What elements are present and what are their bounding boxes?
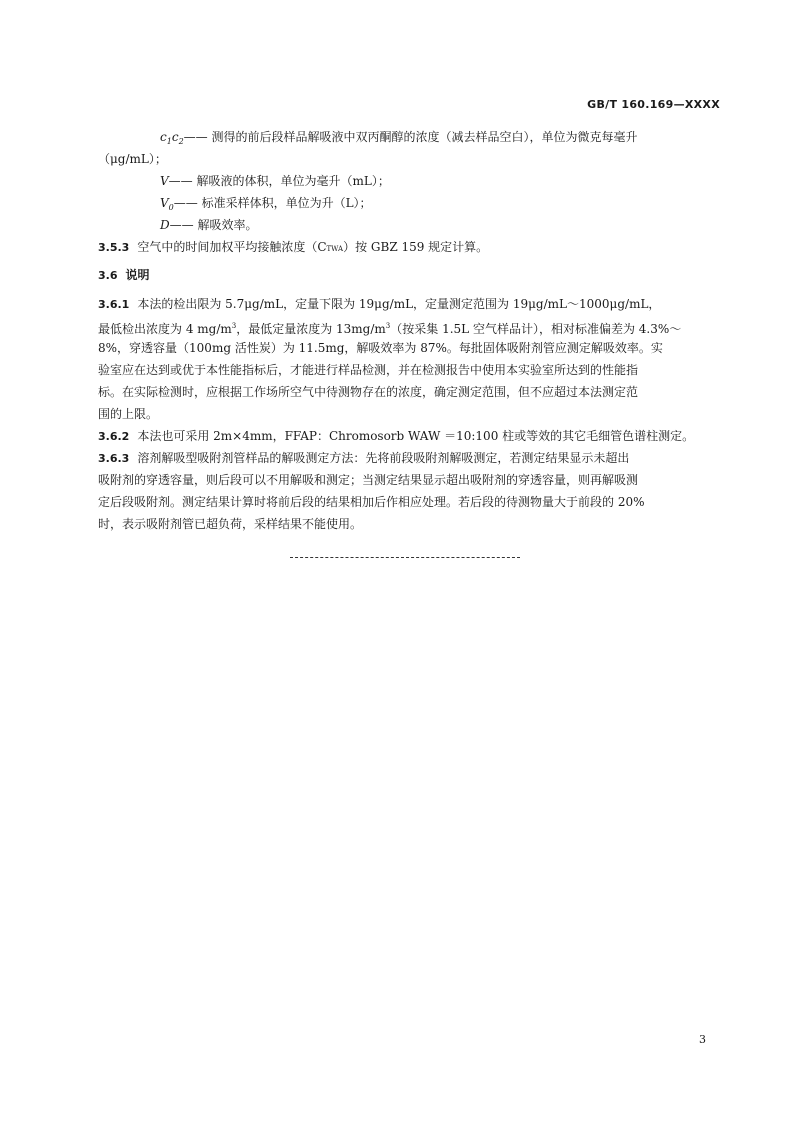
- superscript-3: 3: [385, 322, 391, 330]
- clause-line: 定后段吸附剂。测定结果计算时将前后段的结果相加后作相应处理。若后段的待测物量大于前段的 20%: [98, 495, 645, 509]
- standard-number: GB/T 160.169—XXXX: [587, 98, 720, 111]
- subscript-0: 0: [168, 203, 174, 212]
- superscript-3: 3: [231, 322, 237, 330]
- clause-number: 3.6.3: [98, 452, 130, 465]
- symbol-v: V: [160, 174, 169, 188]
- page-number: 3: [699, 1033, 706, 1046]
- def-text: —— 解吸效率。: [169, 218, 258, 232]
- def-v: [160, 173, 390, 189]
- clause-text: 本法也可采用 2m×4mm，FFAP：Chromosorb WAW ＝10:100 柱或等效的其它毛细管色谱柱测定。: [137, 429, 695, 443]
- subscript-2: 2: [178, 137, 184, 146]
- section-3-6-heading: [98, 267, 150, 284]
- clause-line: 吸附剂的穿透容量，则后段可以不用解吸和测定；当测定结果显示超出吸附剂的穿透容量，则再解吸测: [98, 473, 639, 487]
- clause-number: 3.5.3: [98, 241, 130, 254]
- clause-text: 溶剂解吸型吸附剂管样品的解吸测定方法：先将前段吸附剂解吸测定，若测定结果显示未超出: [137, 451, 630, 465]
- symbol-v0: V: [160, 196, 169, 210]
- clause-line: 标。在实际检测时，应根据工作场所空气中待测物存在的浓度，确定测定范围，但不应超过本法测定范: [98, 385, 639, 399]
- clause-text: 最低检出浓度为 4 mg/m: [98, 322, 232, 336]
- def-c1-c2-continued: （μg/mL）；: [98, 152, 167, 166]
- clause-line: [98, 318, 681, 337]
- subscript-1: 1: [166, 137, 172, 146]
- clause-line: 围的上限。: [98, 407, 159, 421]
- subscript-twa: TWA: [326, 245, 344, 253]
- clause-text: ）按 GBZ 159 规定计算。: [343, 240, 489, 254]
- clause-line: 时，表示吸附剂管已超负荷，采样结果不能使用。: [98, 517, 363, 531]
- def-text: —— 解吸液的体积，单位为毫升（mL）；: [168, 174, 390, 188]
- clause-line: [98, 450, 629, 467]
- symbol-c: c: [171, 130, 179, 144]
- symbol-c: c: [160, 130, 167, 144]
- def-v0: [160, 195, 372, 216]
- symbol-d: D: [160, 218, 170, 232]
- def-text: —— 测得的前后段样品解吸液中双丙酮醇的浓度（减去样品空白），单位为微克每毫升: [183, 130, 638, 144]
- clause-3-5-3: [98, 239, 488, 257]
- clause-text: 空气中的时间加权平均接触浓度（C: [137, 240, 327, 254]
- clause-number: 3.6.2: [98, 430, 130, 443]
- section-title: 说明: [125, 268, 150, 282]
- clause-line: [98, 296, 660, 313]
- clause-text: ，最低定量浓度为 13mg/m: [236, 322, 386, 336]
- clause-line: 验室应在达到或优于本性能指标后，才能进行样品检测，并在检测报告中使用本实验室所达到的性能指: [98, 363, 639, 377]
- def-text: —— 标准采样体积，单位为升（L）；: [173, 196, 372, 210]
- clause-text: （按采集 1.5L 空气样品计），相对标准偏差为 4.3%～: [390, 322, 682, 336]
- section-number: 3.6: [98, 269, 118, 282]
- def-d: [160, 217, 257, 233]
- end-separator: [290, 557, 520, 558]
- clause-3-6-2: [98, 428, 694, 445]
- clause-number: 3.6.1: [98, 298, 130, 311]
- clause-line: 8%，穿透容量（100mg 活性炭）为 11.5mg，解吸效率为 87%。每批固体吸附剂管应测定解吸效率。实: [98, 341, 663, 355]
- def-c1-c2: [160, 129, 637, 150]
- clause-text: 本法的检出限为 5.7μg/mL，定量下限为 19μg/mL，定量测定范围为 19μg/mL～1000μg/mL，: [137, 297, 661, 311]
